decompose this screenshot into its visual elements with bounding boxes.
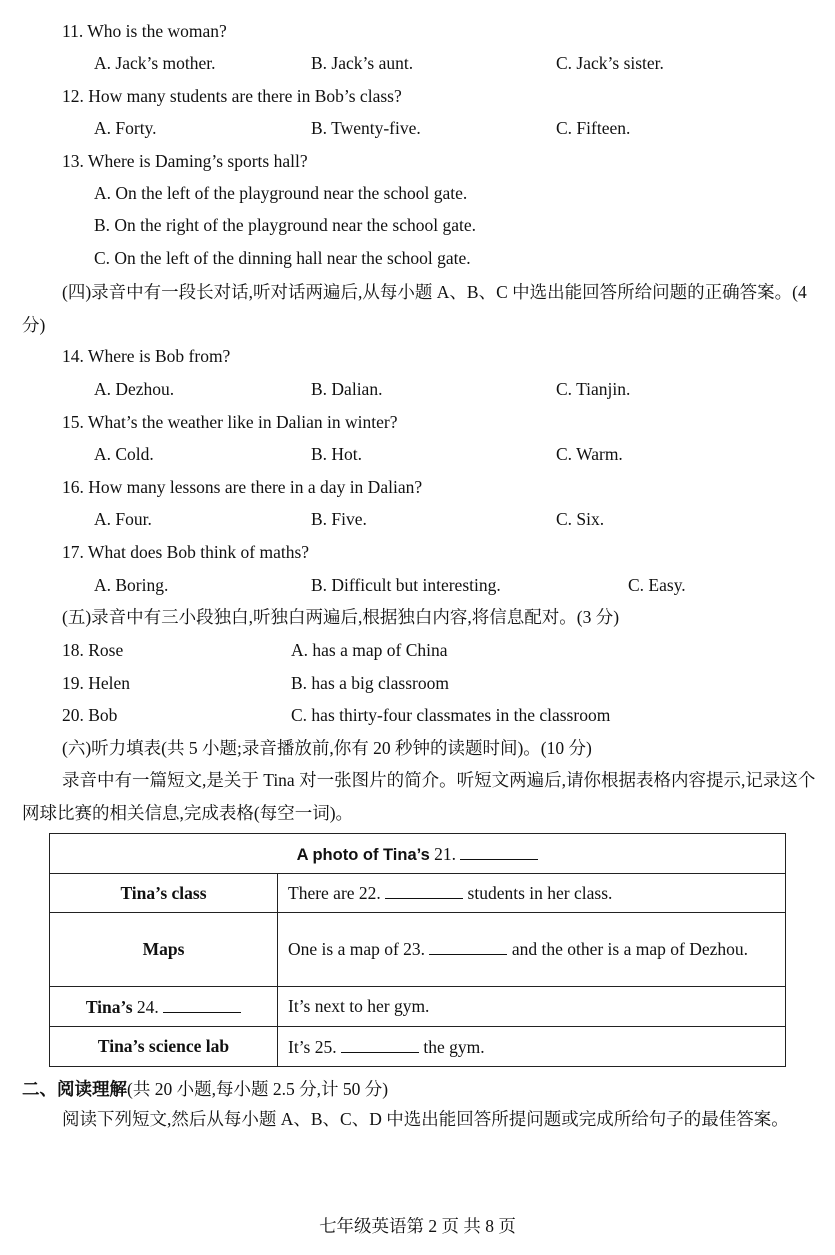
row-text: It’s next to her gym. <box>288 996 430 1016</box>
q16-option-b: B. Five. <box>311 509 367 529</box>
row-label-class: Tina’s class <box>50 874 278 913</box>
q15-option-b: B. Hot. <box>311 444 363 464</box>
question-12: 12. How many students are there in Bob’s class? <box>62 86 402 106</box>
match-item-20: 20. Bob <box>62 705 118 725</box>
q14-option-b: B. Dalian. <box>311 379 383 399</box>
row-text: students in her class. <box>467 883 613 903</box>
row-text: There are 22. <box>288 883 381 903</box>
question-15: 15. What’s the weather like in Dalian in winter? <box>62 412 398 432</box>
q17-option-a: A. Boring. <box>94 575 169 595</box>
q14-option-c: C. Tianjin. <box>556 379 631 399</box>
question-14: 14. Where is Bob from? <box>62 346 231 366</box>
q13-option-c: C. On the left of the dinning hall near the school gate. <box>94 248 471 268</box>
row-value-24 <box>278 987 786 1027</box>
row-value-maps <box>278 913 786 987</box>
row-label-maps: Maps <box>50 913 278 987</box>
part-4-instructions: (四)录音中有一段长对话,听对话两遍后,从每小题 A、B、C 中选出能回答所给问题的正确答案。(4 分) <box>22 282 807 335</box>
blank-25[interactable] <box>341 1036 419 1053</box>
q15-option-c: C. Warm. <box>556 444 623 464</box>
part-6-intro: 录音中有一篇短文,是关于 Tina 对一张图片的简介。听短文两遍后,请你根据表格内容提示,记录这个网球比赛的相关信息,完成表格(每空一词)。 <box>22 770 816 823</box>
q17-option-c: C. Easy. <box>628 575 686 595</box>
q12-option-a: A. Forty. <box>94 118 157 138</box>
blank-21[interactable] <box>460 843 538 860</box>
row-label-number: 24. <box>136 996 159 1017</box>
part-5-instructions: (五)录音中有三小段独白,听独白两遍后,根据独白内容,将信息配对。(3 分) <box>62 607 620 627</box>
q15-option-a: A. Cold. <box>94 444 154 464</box>
section-2-title: 二、阅读理解 <box>22 1079 127 1099</box>
listening-table <box>49 833 786 1067</box>
q11-option-b: B. Jack’s aunt. <box>311 53 414 73</box>
part-6-instructions: (六)听力填表(共 5 小题;录音播放前,你有 20 秒钟的读题时间)。(10 分) <box>62 738 592 758</box>
q11-option-c: C. Jack’s sister. <box>556 53 664 73</box>
row-label-24 <box>50 987 278 1027</box>
blank-22[interactable] <box>385 882 463 899</box>
table-header-number: 21. <box>434 843 457 864</box>
match-option-c: C. has thirty-four classmates in the classroom <box>291 705 611 725</box>
q16-option-a: A. Four. <box>94 509 152 529</box>
q17-option-b: B. Difficult but interesting. <box>311 575 501 595</box>
row-label-text: Tina’s <box>85 996 133 1017</box>
section-2-note: (共 20 小题,每小题 2.5 分,计 50 分) <box>127 1079 389 1099</box>
match-item-18: 18. Rose <box>62 640 124 660</box>
table-row <box>50 987 786 1027</box>
row-text: It’s 25. <box>288 1036 337 1057</box>
q11-option-a: A. Jack’s mother. <box>94 53 216 73</box>
blank-24[interactable] <box>163 996 241 1013</box>
table-row <box>50 1027 786 1067</box>
section-2-heading <box>22 1078 388 1100</box>
match-option-b: B. has a big classroom <box>291 673 449 693</box>
table-header-label: A photo of Tina’s <box>296 845 430 864</box>
match-option-a: A. has a map of China <box>291 640 448 660</box>
q14-option-a: A. Dezhou. <box>94 379 175 399</box>
match-item-19: 19. Helen <box>62 673 131 693</box>
q13-option-b: B. On the right of the playground near the school gate. <box>94 215 476 235</box>
row-value-class <box>278 874 786 913</box>
question-17: 17. What does Bob think of maths? <box>62 542 310 562</box>
question-13: 13. Where is Daming’s sports hall? <box>62 151 308 171</box>
table-header <box>50 834 786 874</box>
row-text: the gym. <box>423 1036 485 1057</box>
row-text: One is a map of 23. <box>288 939 426 959</box>
section-2-intro: 阅读下列短文,然后从每小题 A、B、C、D 中选出能回答所提问题或完成所给句子的最佳答案。 <box>62 1109 789 1129</box>
row-label-science-lab: Tina’s science lab <box>50 1027 278 1067</box>
q13-option-a: A. On the left of the playground near the school gate. <box>94 183 468 203</box>
question-16: 16. How many lessons are there in a day in Dalian? <box>62 477 423 497</box>
q16-option-c: C. Six. <box>556 509 605 529</box>
page-footer: 七年级英语第 2 页 共 8 页 <box>319 1216 516 1236</box>
row-value-science-lab <box>278 1027 786 1067</box>
row-text: and the other is a map of Dezhou. <box>511 939 748 959</box>
table-row <box>50 913 786 987</box>
question-11: 11. Who is the woman? <box>62 21 227 41</box>
q12-option-b: B. Twenty-five. <box>311 118 421 138</box>
blank-23[interactable] <box>429 938 507 955</box>
q12-option-c: C. Fifteen. <box>556 118 631 138</box>
table-row <box>50 874 786 913</box>
